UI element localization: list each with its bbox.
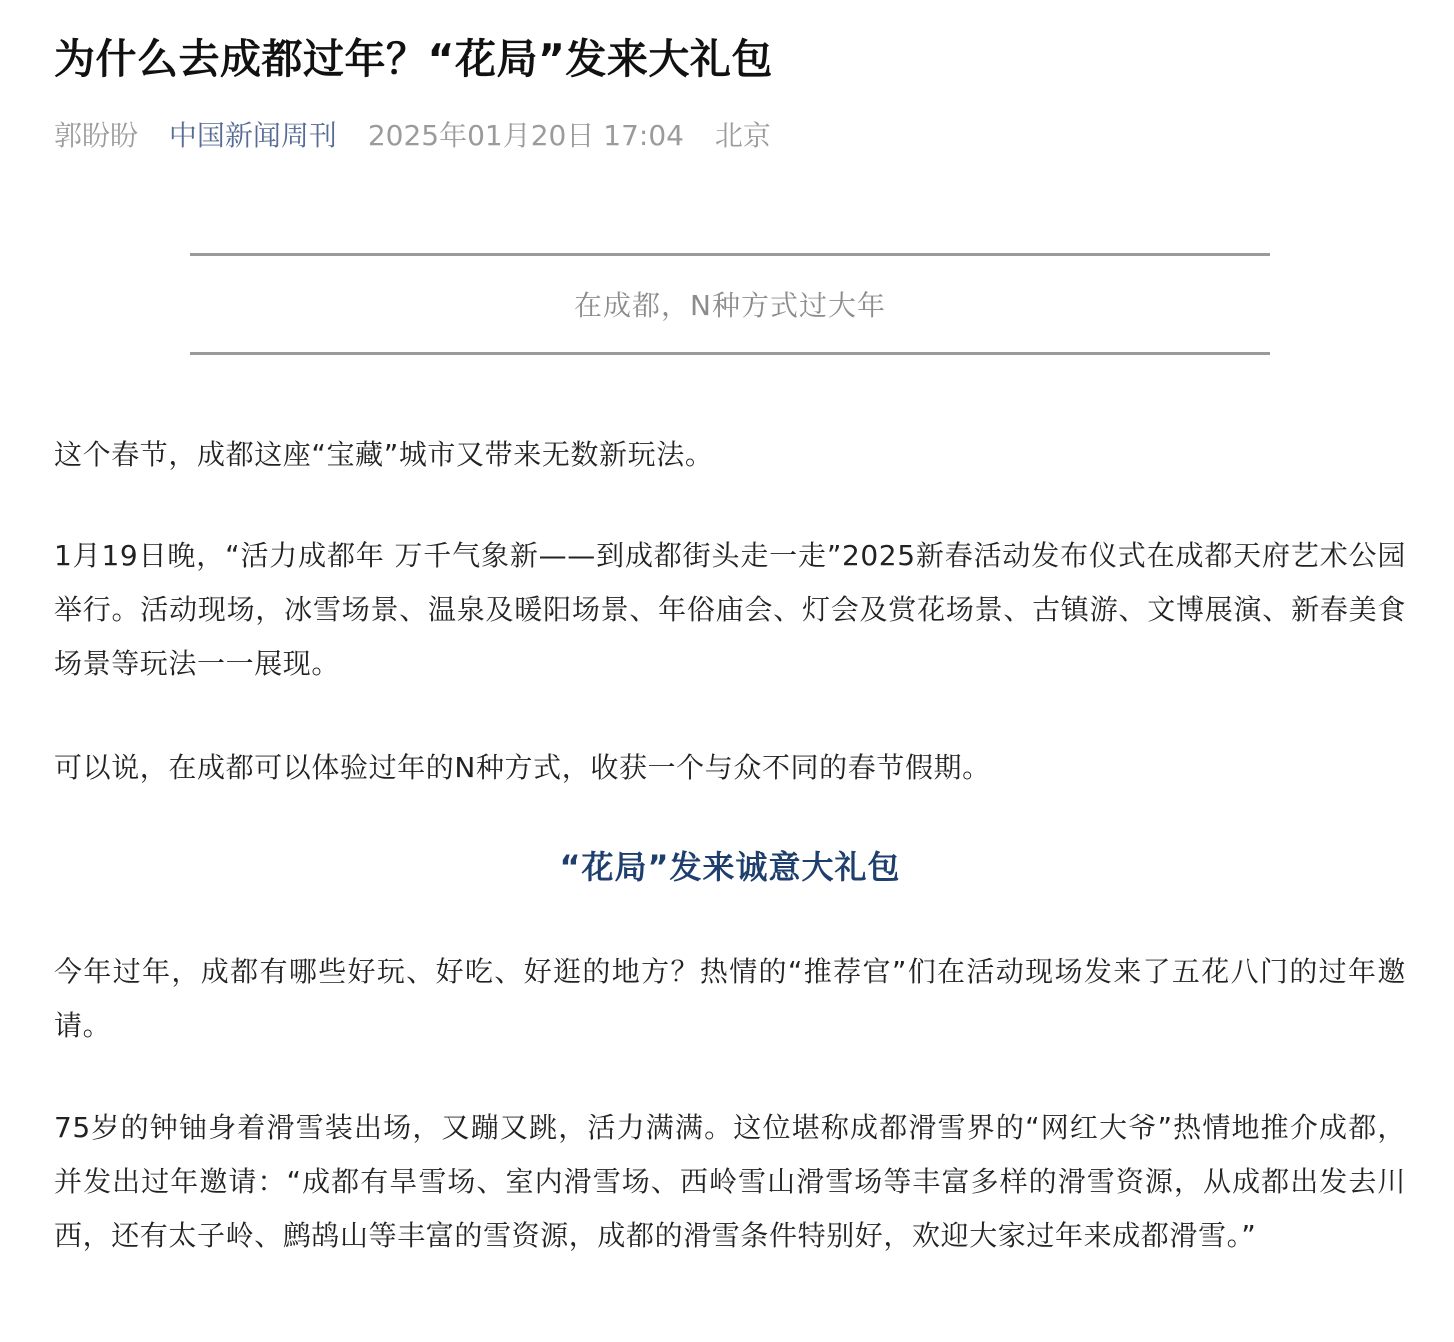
paragraph: 75岁的钟铀身着滑雪装出场，又蹦又跳，活力满满。这位堪称成都滑雪界的“网红大爷”热情地推介成都，并发出过年邀请：“成都有旱雪场、室内滑雪场、西岭雪山滑雪场等丰富多样的滑雪资源，从成都出发去川西，还有太子岭、鹧鸪山等丰富的雪资源，成都的滑雪条件特别好，欢迎大家过年来成都滑雪。”: [54, 1111, 1406, 1252]
article-meta: [54, 114, 793, 154]
paragraph: 可以说，在成都可以体验过年的N种方式，收获一个与众不同的春节假期。: [54, 751, 991, 784]
publish-datetime: 2025年01月20日 17:04: [367, 119, 684, 152]
author: 郭盼盼: [54, 119, 139, 152]
paragraph: 今年过年，成都有哪些好玩、好吃、好逛的地方？热情的“推荐官”们在活动现场发来了五花八门的过年邀请。: [54, 955, 1406, 1042]
section-subtitle: “花局”发来诚意大礼包: [559, 848, 901, 886]
paragraph: 这个春节，成都这座“宝藏”城市又带来无数新玩法。: [54, 438, 714, 471]
article-title: 为什么去成都过年？“花局”发来大礼包: [54, 35, 773, 83]
paragraph: 1月19日晚，“活力成都年 万千气象新——到成都街头走一走”2025新春活动发布仪式在成都天府艺术公园举行。活动现场，冰雪场景、温泉及暖阳场景、年俗庙会、灯会及赏花场景、古镇游、文博展演、新春美食场景等玩法一一展现。: [54, 539, 1406, 680]
section-heading: 在成都，N种方式过大年: [574, 289, 886, 322]
source-link[interactable]: 中国新闻周刊: [168, 119, 337, 152]
publish-location: 北京: [714, 119, 771, 152]
section-heading-box: [190, 253, 1270, 355]
